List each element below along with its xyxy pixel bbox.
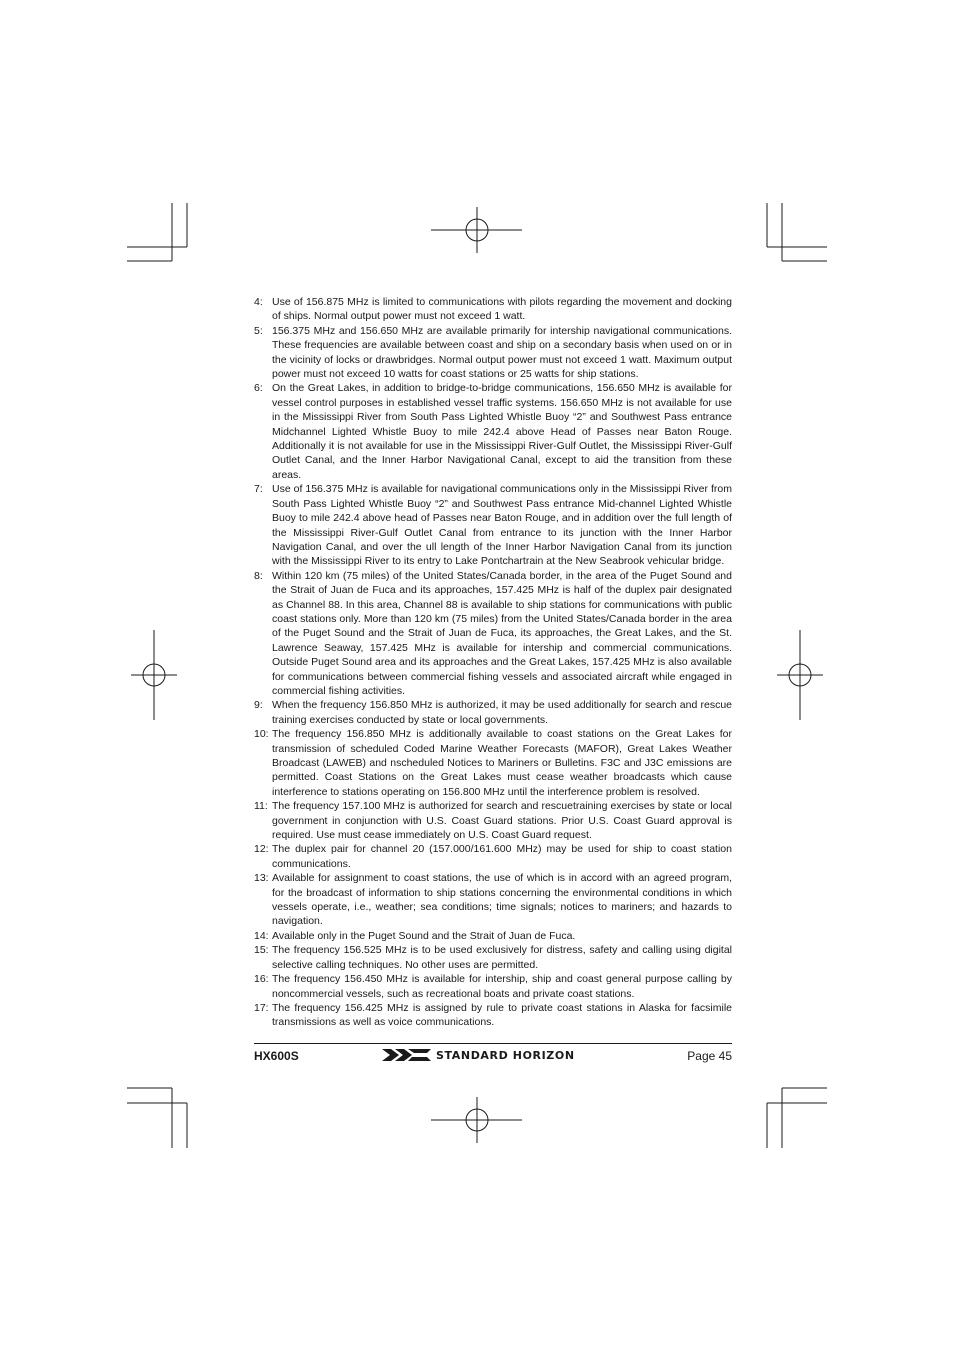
brand-name: STANDARD HORIZON <box>436 1048 575 1062</box>
footnote-text: The frequency 156.850 MHz is additionally available to coast stations on the Great Lakes for transmission of scheduled Coded Marine Weather Forecasts (MAFOR), Great Lakes Weather Broadcast (LAWEB) and nscheduled Notices to Mariners or Bulletins. F3C and J3C emissions are permitted. Coast Stations on the Great Lakes must cease weather broadcasts which cause interference to stations operating on 156.800 MHz until the interference problem is resolved. <box>272 728 732 798</box>
registration-target-icon <box>777 630 823 720</box>
footnote-number: 14: <box>254 929 269 942</box>
page-number: Page 45 <box>687 1049 732 1063</box>
footnote-text: Use of 156.875 MHz is limited to communications with pilots regarding the movement and docking of ships. Normal output power must not exceed 1 watt. <box>272 296 732 323</box>
footnote-text: The frequency 157.100 MHz is authorized for search and rescuetraining exercises by state or local government in conjunction with U.S. Coast Guard stations. Prior U.S. Coast Guard approval is required. Use must cease immediately on U.S. Coast Guard request. <box>272 800 732 842</box>
footnote-text: On the Great Lakes, in addition to bridge-to-bridge communications, 156.650 MHz is available for vessel control purposes in established vessel traffic systems. 156.650 MHz is not available for use in the Mississippi River from South Pass Lighted Whistle Buoy “2” and Southwest Pass entrance Midchannel Lighted Whistle Buoy to mile 242.4 above Head of Passes near Baton Rouge. Additionally it is not available for use in the Mississippi River-Gulf Outlet, the Mississippi River-Gulf Outlet Canal, and the Inner Harbor Navigational Canal, except to aid the transition from these areas. <box>272 382 732 481</box>
registration-target-icon <box>131 630 177 720</box>
footnote-text: The frequency 156.450 MHz is available for intership, ship and coast general purpose calling by noncommercial vessels, such as recreational boats and private coast stations. <box>272 973 732 1000</box>
footnote-item <box>254 871 732 929</box>
footnote-number: 11: <box>254 800 268 813</box>
footnote-item <box>254 295 732 324</box>
footnote-number: 5: <box>254 324 263 337</box>
footnote-number: 15: <box>254 944 269 957</box>
brand-logo <box>382 1047 575 1063</box>
footnote-number: 7: <box>254 483 263 496</box>
footnote-text: The frequency 156.425 MHz is assigned by rule to private coast stations in Alaska for facsimile transmissions as well as voice communications. <box>272 1001 732 1029</box>
footnote-list <box>254 295 732 1030</box>
footnote-text: Available for assignment to coast stations, the use of which is in accord with an agreed program, for the broadcast of information to ship stations concerning the environmental conditions in which vessels operate, i.e., weather; sea conditions; time signals; notices to mariners; and hazards to navigation. <box>272 872 732 928</box>
footnote-text: Available only in the Puget Sound and the Strait of Juan de Fuca. <box>272 929 576 942</box>
footnote-item <box>254 1001 732 1030</box>
footnote-text: 156.375 MHz and 156.650 MHz are available primarily for intership navigational communications. These frequencies are available between coast and ship on a secondary basis when used on or in the vicinity of locks or drawbridges. Normal output power must not exceed 1 watt. Maximum output power must not exceed 10 watts for coast stations or 25 watts for ship stations. <box>272 324 732 381</box>
crop-mark-icon <box>127 1088 187 1148</box>
crop-mark-icon <box>127 203 187 261</box>
footnote-item <box>254 842 732 871</box>
footnote-item <box>254 799 732 842</box>
footnote-item <box>254 698 732 727</box>
footnote-number: 9: <box>254 699 263 712</box>
registration-target-icon <box>431 207 522 253</box>
footnote-text: The frequency 156.525 MHz is to be used exclusively for distress, safety and calling using digital selective calling techniques. No other uses are permitted. <box>272 944 732 971</box>
crop-mark-icon <box>767 203 827 261</box>
footnote-item <box>254 943 732 972</box>
standard-horizon-logo-icon <box>382 1048 432 1062</box>
footnote-number: 13: <box>254 872 269 885</box>
registration-target-icon <box>431 1097 522 1143</box>
footnote-item <box>254 482 732 568</box>
crop-mark-icon <box>767 1088 827 1148</box>
footnote-text: The duplex pair for channel 20 (157.000/161.600 MHz) may be used for ship to coast station communications. <box>272 843 732 870</box>
footnote-item <box>254 324 732 382</box>
footnote-text: When the frequency 156.850 MHz is authorized, it may be used additionally for search and rescue training exercises conducted by state or local governments. <box>272 699 732 726</box>
footnote-number: 6: <box>254 382 263 395</box>
footnote-number: 16: <box>254 973 269 986</box>
footnote-number: 10: <box>254 728 269 741</box>
footnote-text: Within 120 km (75 miles) of the United States/Canada border, in the area of the Puget Sound and the Strait of Juan de Fuca and its approaches, 157.425 MHz is half of the duplex pair designated as Channel 88. In this area, Channel 88 is available to ship stations for communications with public coast stations only. More than 120 km (75 miles) from the United States/Canada border in the area of the Puget Sound and the Strait of Juan de Fuca, its approaches, the Great Lakes, and the St. Lawrence Seaway, 157.425 MHz is available for intership and commercial communications. Outside Puget Sound area and its approaches and the Great Lakes, 157.425 MHz is also available for communications between commercial fishing vessels and associated aircraft while engaged in commercial fishing activities. <box>272 569 732 697</box>
model-name: HX600S <box>254 1049 299 1063</box>
footnote-number: 17: <box>254 1001 269 1014</box>
footnote-item <box>254 972 732 1001</box>
footnote-number: 12: <box>254 843 269 856</box>
footnote-number: 8: <box>254 569 263 582</box>
footnote-item <box>254 569 732 699</box>
footnote-item <box>254 381 732 482</box>
footnote-text: Use of 156.375 MHz is available for navigational communications only in the Mississippi River from South Pass Lighted Whistle Buoy “2” and Southwest Pass entrance Mid-channel Lighted Whistle Buoy to mile 242.4 above head of Passes near Baton Rouge, and in addition over the full length of the Mississippi River-Gulf Outlet Canal from entrance to its junction with the Inner Harbor Navigation Canal, and over the ull length of the Inner Harbor Navigation Canal from its junction with the Mississippi River to its entry to Lake Pontchartrain at the New Seabrook vehicular bridge. <box>272 483 732 568</box>
footnote-item <box>254 727 732 799</box>
footnote-item <box>254 929 732 943</box>
footnote-number: 4: <box>254 296 263 308</box>
page-footer <box>254 1043 732 1068</box>
